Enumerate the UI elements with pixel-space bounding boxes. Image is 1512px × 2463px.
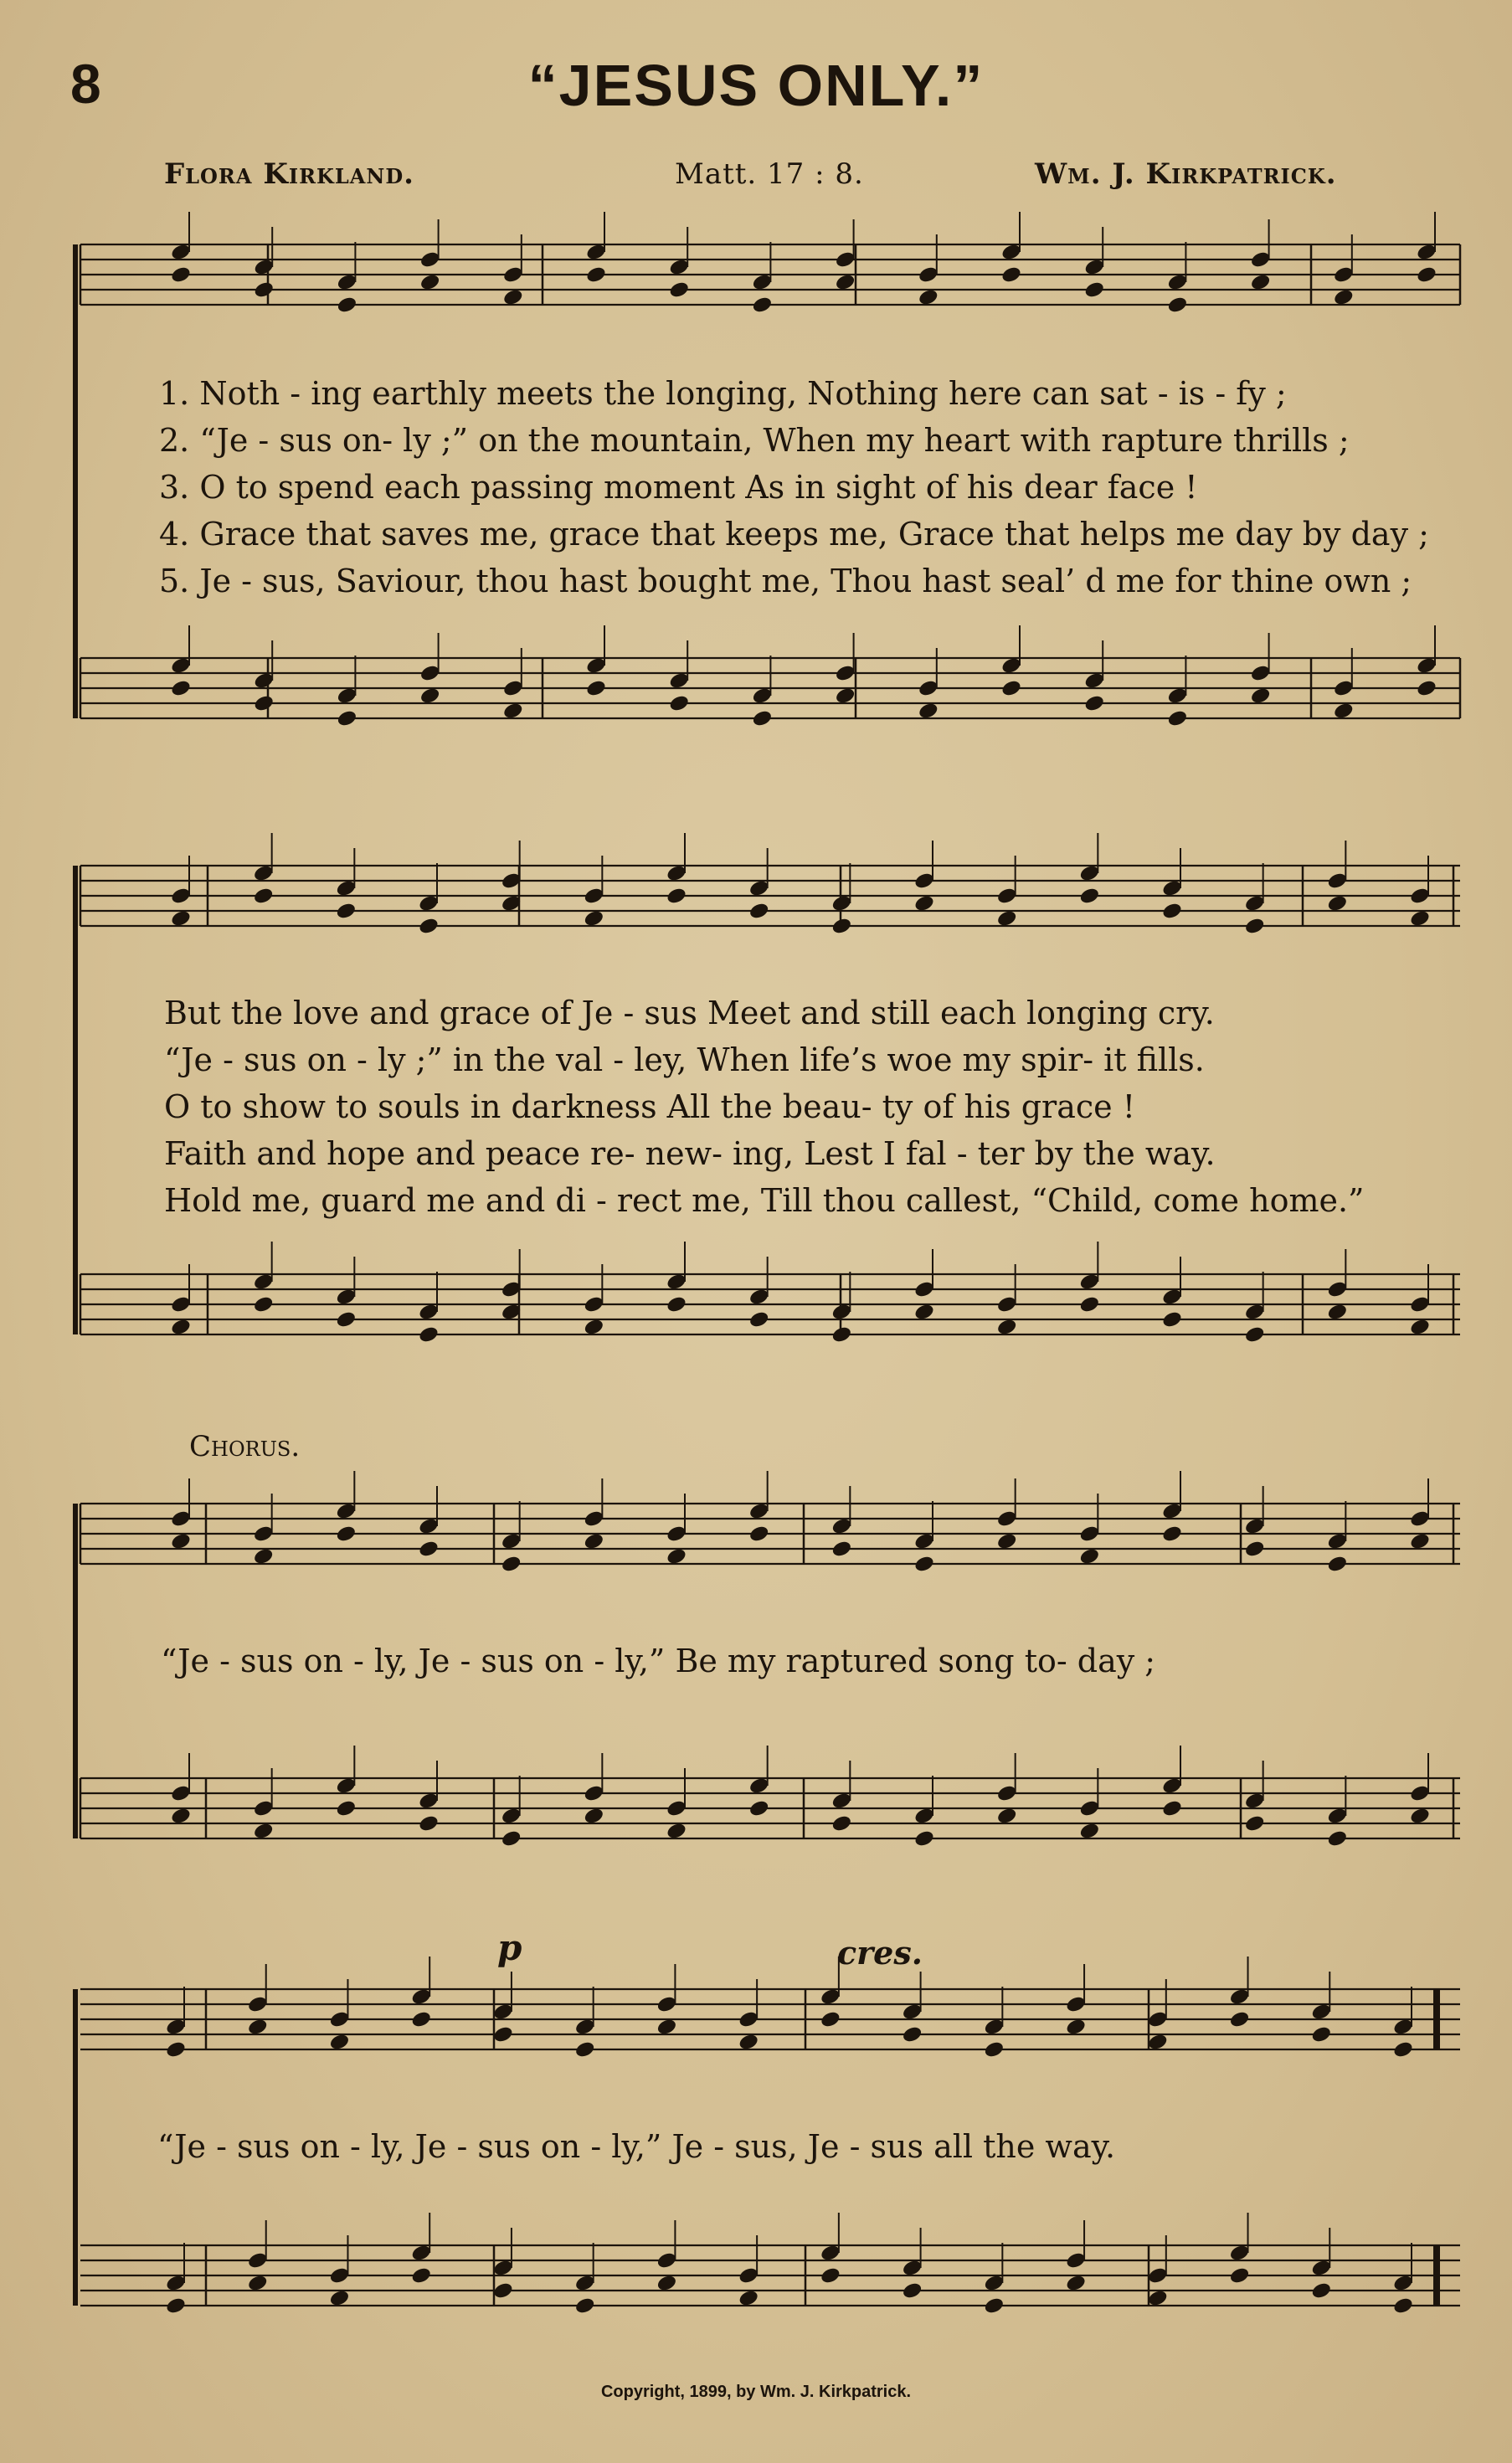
dynamic-crescendo: cres. <box>837 1934 923 1972</box>
verses-part-1 <box>159 375 1429 609</box>
chorus-line-2: “Je - sus on - ly, Je - sus on - ly,” Je - sus, Je - sus all the way. <box>157 2128 1116 2165</box>
page-number: 8 <box>70 53 101 115</box>
verse-line-1: 1. Noth - ing earthly meets the longing, Nothing here can sat - is - fy ; <box>159 375 1287 412</box>
chorus-label: Chorus. <box>189 1430 301 1463</box>
scripture-reference: Matt. 17 : 8. <box>675 157 864 191</box>
copyright-notice: Copyright, 1899, by Wm. J. Kirkpatrick. <box>600 2383 912 2401</box>
verse-line-3b: O to show to souls in darkness All the beau- ty of his grace ! <box>164 1088 1135 1125</box>
verse-line-1b: But the love and grace of Je - sus Meet and still each longing cry. <box>164 995 1215 1031</box>
verse-line-4: 4. Grace that saves me, grace that keeps me, Grace that helps me day by day ; <box>159 516 1429 553</box>
dynamic-piano: p <box>497 1927 522 1968</box>
chorus-line-1: “Je - sus on - ly, Je - sus on - ly,” Be my raptured song to- day ; <box>161 1643 1156 1679</box>
hymn-title: “JESUS ONLY.” <box>527 53 985 118</box>
verse-line-2b: “Je - sus on - ly ;” in the val - ley, When life’s woe my spir- it fills. <box>164 1041 1205 1078</box>
verse-line-5: 5. Je - sus, Saviour, thou hast bought me, Thou hast seal’ d me for thine own ; <box>159 563 1412 599</box>
verse-line-4b: Faith and hope and peace re- new- ing, Lest I fal - ter by the way. <box>164 1135 1216 1172</box>
verse-line-3: 3. O to spend each passing moment As in sight of his dear face ! <box>159 469 1198 506</box>
verse-line-2: 2. “Je - sus on- ly ;” on the mountain, When my heart with rapture thrills ; <box>159 422 1350 459</box>
composer-credit: Wm. J. Kirkpatrick. <box>1035 157 1337 191</box>
verses-part-2 <box>164 995 1364 1229</box>
author-credit: Flora Kirkland. <box>164 157 414 191</box>
verse-line-5b: Hold me, guard me and di - rect me, Till thou callest, “Child, come home.” <box>164 1182 1365 1219</box>
